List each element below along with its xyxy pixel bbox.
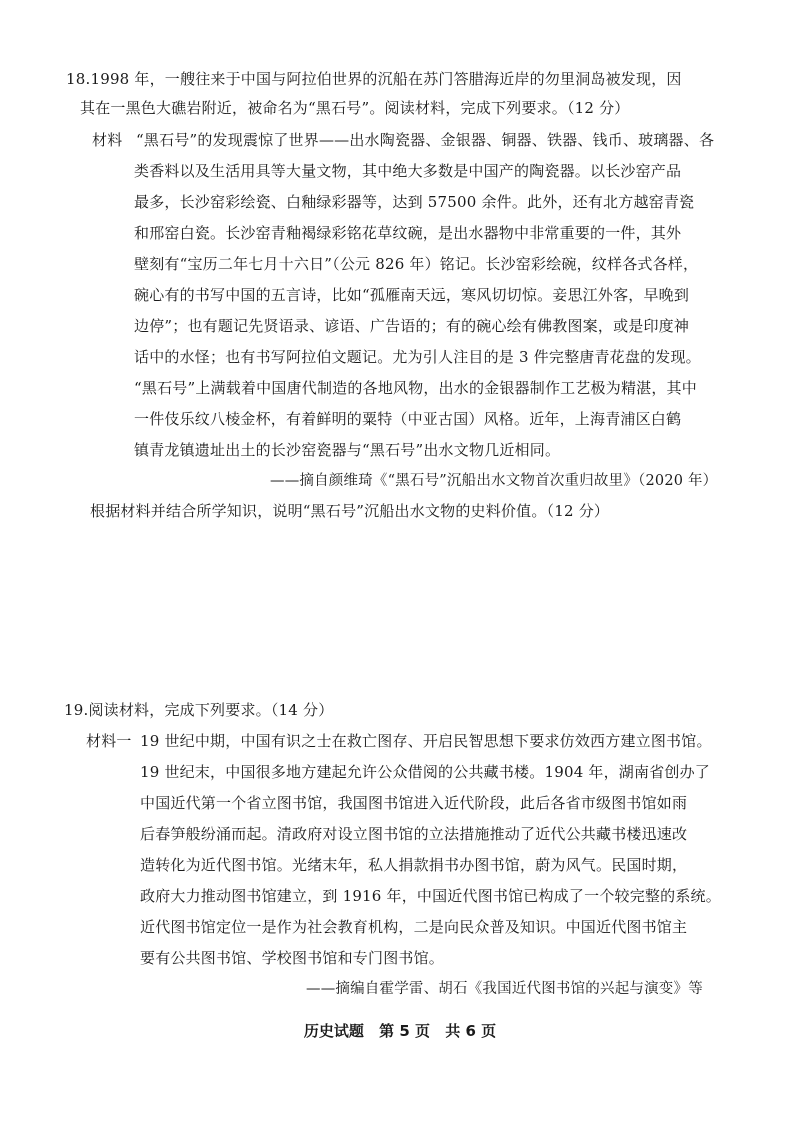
q19-material-line-5: 造转化为近代图书馆。光绪末年，私人捐款捐书办图书馆，蔚为风气。民国时期， xyxy=(140,856,688,874)
q19-material-line-4: 后春笋般纷涌而起。清政府对设立图书馆的立法措施推动了近代公共藏书楼迅速改 xyxy=(140,825,688,843)
q18-task: 根据材料并结合所学知识，说明“黑石号”沉船出水文物的史料价值。（12 分） xyxy=(90,502,610,520)
q19-material-line-2: 19 世纪末，中国很多地方建起允许公众借阅的公共藏书楼。1904 年，湖南省创办了 xyxy=(140,763,711,781)
q18-material-line-1: “黑石号”的发现震惊了世界——出水陶瓷器、金银器、铜器、铁器、钱币、玻璃器、各 xyxy=(136,131,715,149)
q18-stem-line-1: 18.1998 年，一艘往来于中国与阿拉伯世界的沉船在苏门答腊海近岸的勿里洞岛被发现，因 xyxy=(66,70,682,88)
footer-subject: 历史试题 xyxy=(303,1022,364,1040)
q19-stem: 19.阅读材料，完成下列要求。（14 分） xyxy=(64,701,334,719)
q18-material-line-7: 边停”；也有题记先贤语录、谚语、广告语的；有的碗心绘有佛教图案，或是印度神 xyxy=(134,317,690,335)
footer-total-pages: 共 6 页 xyxy=(445,1022,497,1040)
q18-material-line-10: 一件伎乐纹八棱金杯，有着鲜明的粟特（中亚古国）风格。近年，上海青浦区白鹤 xyxy=(134,410,682,428)
q18-material-line-3: 最多，长沙窑彩绘瓷、白釉绿彩器等，达到 57500 余件。此外，还有北方越窑青瓷 xyxy=(134,193,695,211)
q19-material-label: 材料一 xyxy=(86,732,132,750)
q19-material-line-1: 19 世纪中期，中国有识之士在救亡图存、开启民智思想下要求仿效西方建立图书馆。 xyxy=(140,732,712,750)
q18-material-line-2: 类香料以及生活用具等大量文物，其中绝大多数是中国产的陶瓷器。以长沙窑产品 xyxy=(134,162,682,180)
page-footer xyxy=(0,1020,800,1041)
q18-material-line-4: 和邢窑白瓷。长沙窑青釉褐绿彩铭花草纹碗，是出水器物中非常重要的一件，其外 xyxy=(134,224,682,242)
footer-page-number: 第 5 页 xyxy=(379,1022,430,1040)
q18-material-line-6: 碗心有的书写中国的五言诗，比如“孤雁南天远，寒风切切惊。妾思江外客，早晚到 xyxy=(134,286,690,304)
q19-source-citation: ——摘编自霍学雷、胡石《我国近代图书馆的兴起与演变》等 xyxy=(306,981,703,997)
q18-source-citation: ——摘自颜维琦《“黑石号”沉船出水文物首次重归故里》（2020 年） xyxy=(270,473,718,489)
q18-stem-line-2: 其在一黑色大礁岩附近，被命名为“黑石号”。阅读材料，完成下列要求。（12 分） xyxy=(80,99,630,117)
q19-material-line-8: 要有公共图书馆、学校图书馆和专门图书馆。 xyxy=(140,949,445,967)
q19-material-line-7: 近代图书馆定位一是作为社会教育机构，二是向民众普及知识。中国近代图书馆主 xyxy=(140,918,688,936)
q19-material-line-3: 中国近代第一个省立图书馆，我国图书馆进入近代阶段，此后各省市级图书馆如雨 xyxy=(140,794,688,812)
q19-material-line-6: 政府大力推动图书馆建立，到 1916 年，中国近代图书馆已构成了一个较完整的系统。 xyxy=(140,887,721,905)
q18-material-line-9: “黑石号”上满载着中国唐代制造的各地风物，出水的金银器制作工艺极为精湛，其中 xyxy=(134,379,697,397)
q18-material-line-11: 镇青龙镇遗址出土的长沙窑瓷器与“黑石号”出水文物几近相同。 xyxy=(134,441,561,459)
q18-material-line-5: 壁刻有“宝历二年七月十六日”（公元 826 年）铭记。长沙窑彩绘碗，纹样各式各样， xyxy=(134,255,699,273)
q18-material-line-8: 话中的水怪；也有书写阿拉伯文题记。尤为引人注目的是 3 件完整唐青花盘的发现。 xyxy=(134,348,701,366)
q18-material-label: 材料 xyxy=(92,131,123,149)
